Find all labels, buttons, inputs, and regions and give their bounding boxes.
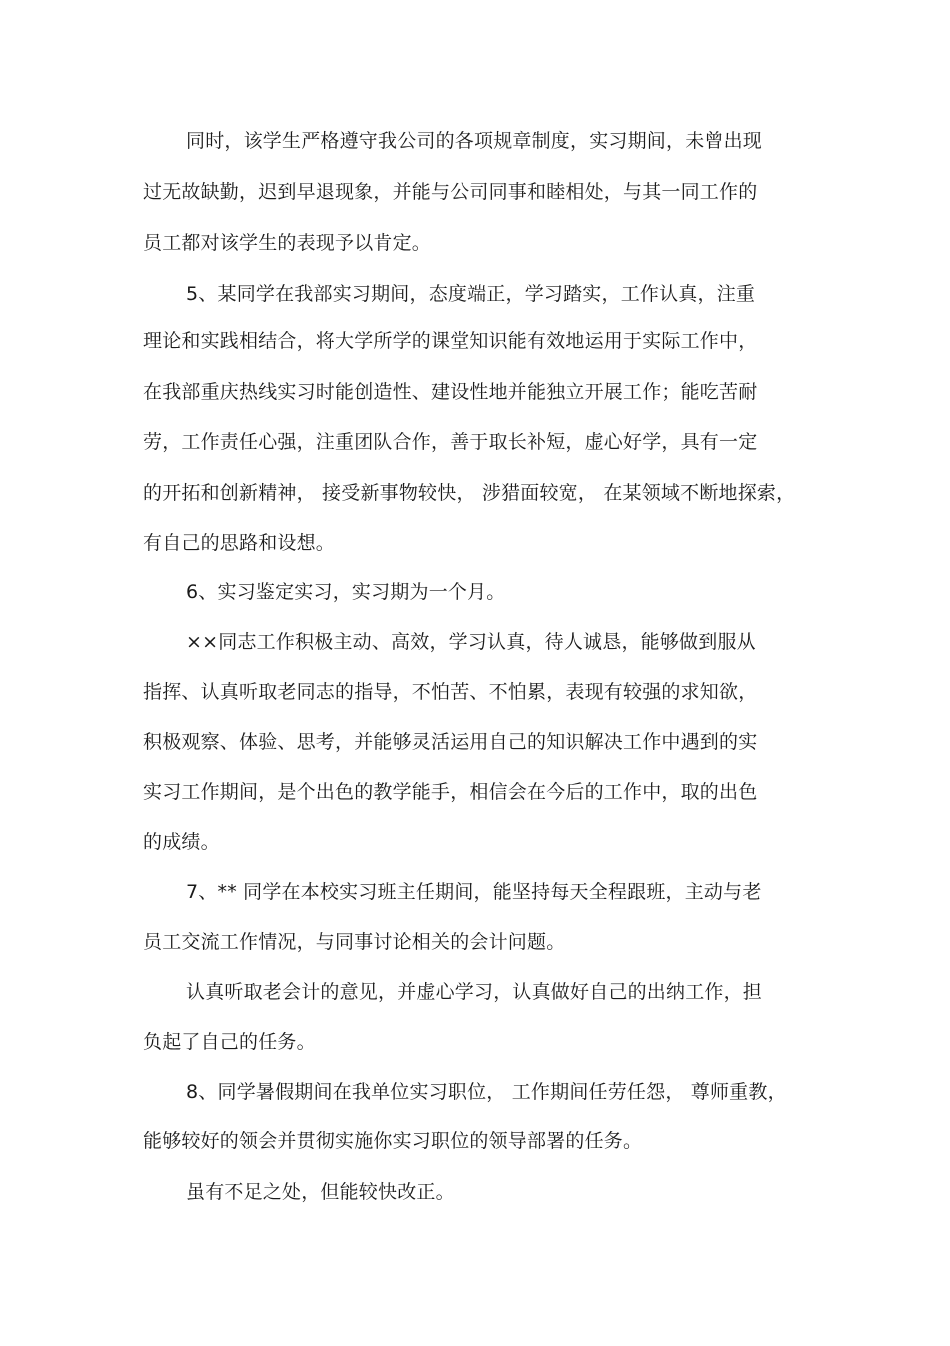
text-line: 指挥、认真听取老同志的指导，不怕苦、不怕累，表现有较强的求知欲， xyxy=(143,681,758,703)
text-line: 在我部重庆热线实习时能创造性、建设性地并能独立开展工作；能吃苦耐 xyxy=(143,381,758,403)
text-line: 8、同学暑假期间在我单位实习职位， 工作期间任劳任怨， 尊师重教， xyxy=(186,1081,787,1103)
text-line: 过无故缺勤，迟到早退现象，并能与公司同事和睦相处，与其一同工作的 xyxy=(143,181,758,203)
text-line: 积极观察、体验、思考，并能够灵活运用自己的知识解决工作中遇到的实 xyxy=(143,731,758,753)
text-line: 的开拓和创新精神， 接受新事物较快， 涉猎面较宽， 在某领域不断地探索， xyxy=(143,482,796,504)
text-line: 实习工作期间，是个出色的教学能手，相信会在今后的工作中，取的出色 xyxy=(143,781,758,803)
text-line: 的成绩。 xyxy=(143,831,220,853)
text-line: 员工都对该学生的表现予以肯定。 xyxy=(143,232,432,254)
text-line: 6、实习鉴定实习，实习期为一个月。 xyxy=(186,581,506,603)
text-line: 负起了自己的任务。 xyxy=(143,1031,316,1053)
text-line: 能够较好的领会并贯彻实施你实习职位的领导部署的任务。 xyxy=(143,1130,643,1152)
text-line: 同时，该学生严格遵守我公司的各项规章制度，实习期间，未曾出现 xyxy=(186,130,763,152)
text-line: 5、某同学在我部实习期间，态度端正，学习踏实，工作认真，注重 xyxy=(186,283,756,305)
text-line: 虽有不足之处，但能较快改正。 xyxy=(186,1181,455,1203)
text-line: ××同志工作积极主动、高效，学习认真，待人诚恳，能够做到服从 xyxy=(186,631,756,653)
text-line: 理论和实践相结合，将大学所学的课堂知识能有效地运用于实际工作中， xyxy=(143,330,758,352)
text-line: 有自己的思路和设想。 xyxy=(143,532,336,554)
text-line: 认真听取老会计的意见，并虚心学习，认真做好自己的出纳工作，担 xyxy=(186,981,763,1003)
text-line: 7、** 同学在本校实习班主任期间，能坚持每天全程跟班，主动与老 xyxy=(186,881,762,903)
text-line: 劳，工作责任心强，注重团队合作，善于取长补短，虚心好学，具有一定 xyxy=(143,431,758,453)
text-line: 员工交流工作情况，与同事讨论相关的会计问题。 xyxy=(143,931,566,953)
